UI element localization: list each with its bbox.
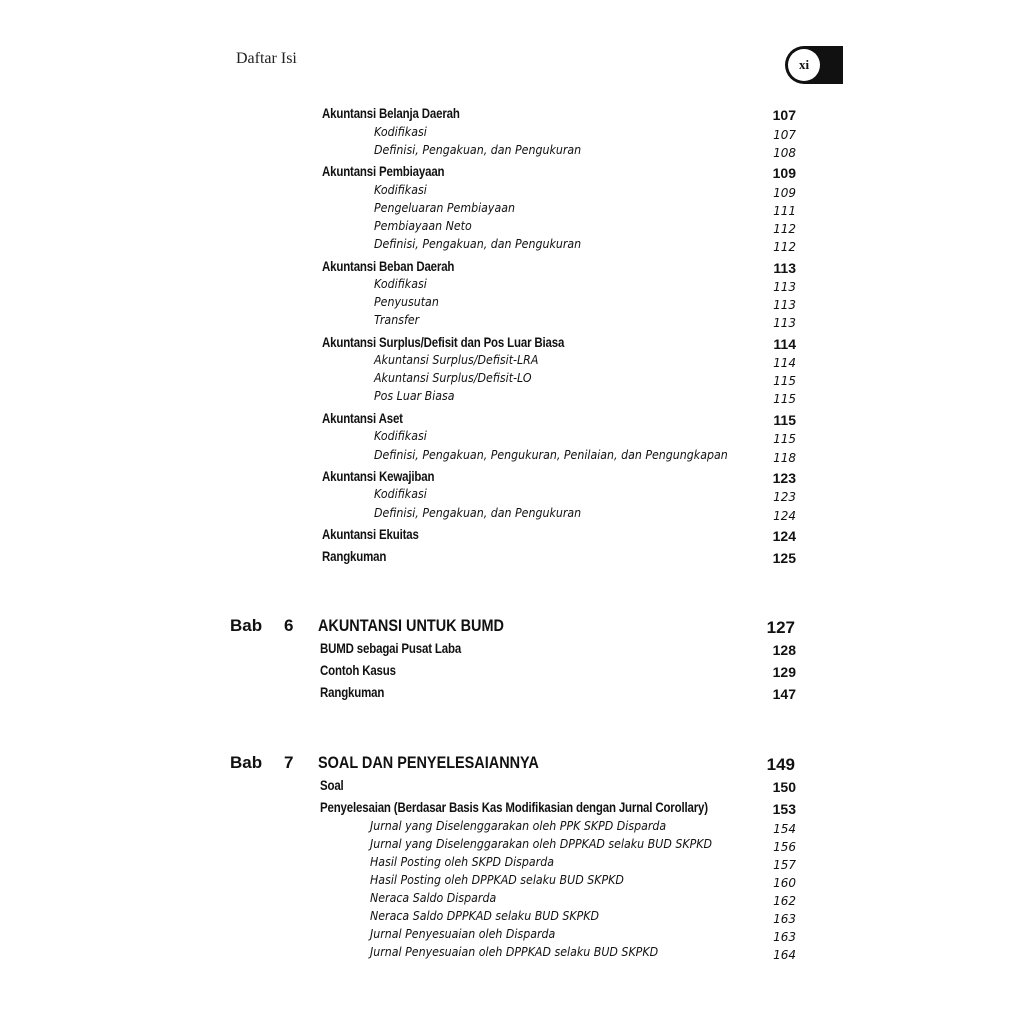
toc-page-number: 107 <box>772 107 796 123</box>
chapter-title: AKUNTANSI UNTUK BUMD <box>318 616 504 635</box>
toc-page-number: 109 <box>773 186 796 200</box>
toc-subentry: Kodifikasi <box>374 277 427 291</box>
toc-entry: Rangkuman <box>320 684 385 700</box>
toc-subentry: Transfer <box>374 313 420 327</box>
toc-subentry: Definisi, Pengakuan, Pengukuran, Penilaian, dan Pengungkapan <box>374 448 728 462</box>
toc-page-number: 123 <box>772 470 796 486</box>
toc-page-number: 124 <box>772 528 796 544</box>
chapter-label: Bab <box>230 616 263 635</box>
toc-page-number: 115 <box>773 432 796 446</box>
toc-subentry: Kodifikasi <box>374 429 427 443</box>
toc-page-number: 115 <box>773 374 796 388</box>
toc-entry: Akuntansi Pembiayaan <box>322 163 445 179</box>
toc-subentry: Pembiayaan Neto <box>374 219 472 233</box>
toc-page-number: 112 <box>773 222 796 236</box>
toc-subentry: Akuntansi Surplus/Defisit-LRA <box>374 353 539 367</box>
toc-entry: Rangkuman <box>322 548 387 564</box>
chapter-number: 6 <box>284 616 294 635</box>
toc-page-number: 147 <box>772 686 796 702</box>
toc-page-number: 163 <box>773 930 796 944</box>
toc-subentry: Kodifikasi <box>374 487 427 501</box>
toc-page-number: 108 <box>773 146 796 160</box>
toc-page-number: 115 <box>773 392 796 406</box>
header-title: Daftar Isi <box>236 50 297 67</box>
toc-page-number: 150 <box>772 779 796 795</box>
toc-page-number: 157 <box>773 858 796 872</box>
toc-page-number: 112 <box>773 240 796 254</box>
toc-subentry: Neraca Saldo Disparda <box>370 891 497 905</box>
chapter-number: 7 <box>284 753 294 772</box>
toc-entry: Akuntansi Kewajiban <box>322 468 435 484</box>
toc-page-number: 163 <box>773 912 796 926</box>
toc-entry: Akuntansi Ekuitas <box>322 526 419 542</box>
toc-page-number: 162 <box>773 894 796 908</box>
toc-subentry: Neraca Saldo DPPKAD selaku BUD SKPKD <box>370 909 600 923</box>
toc-page-number: 113 <box>773 298 796 312</box>
page-number: xi <box>788 49 820 81</box>
toc-subentry: Akuntansi Surplus/Defisit-LO <box>374 371 532 385</box>
toc-subentry: Jurnal yang Diselenggarakan oleh DPPKAD selaku BUD SKPKD <box>370 837 712 851</box>
toc-subentry: Pos Luar Biasa <box>374 389 455 403</box>
toc-page-number: 123 <box>773 490 796 504</box>
toc-page-number: 127 <box>766 618 795 637</box>
toc-entry: BUMD sebagai Pusat Laba <box>320 640 462 656</box>
toc-page-number: 114 <box>773 356 796 370</box>
toc-subentry: Penyusutan <box>374 295 439 309</box>
toc-page-number: 129 <box>772 664 796 680</box>
toc-page-number: 113 <box>773 260 796 276</box>
toc-subentry: Kodifikasi <box>374 183 427 197</box>
chapter-title: SOAL DAN PENYELESAIANNYA <box>318 753 539 772</box>
toc-subentry: Jurnal Penyesuaian oleh Disparda <box>370 927 556 941</box>
toc-subentry: Kodifikasi <box>374 125 427 139</box>
toc-page-number: 111 <box>773 204 796 218</box>
toc-entry: Akuntansi Beban Daerah <box>322 258 455 274</box>
chapter-label: Bab <box>230 753 263 772</box>
page-number-badge <box>785 46 843 84</box>
toc-entry: Contoh Kasus <box>320 662 396 678</box>
toc-entry: Soal <box>320 777 344 793</box>
toc-page-number: 164 <box>773 948 796 962</box>
toc-entry: Akuntansi Surplus/Defisit dan Pos Luar Biasa <box>322 334 565 350</box>
toc-entry: Akuntansi Belanja Daerah <box>322 105 460 121</box>
toc-subentry: Definisi, Pengakuan, dan Pengukuran <box>374 506 582 520</box>
toc-page-number: 128 <box>772 642 796 658</box>
toc-page-number: 118 <box>773 451 796 465</box>
toc-page-number: 125 <box>772 550 796 566</box>
toc-page-number: 107 <box>773 128 796 142</box>
toc-subentry: Pengeluaran Pembiayaan <box>374 201 516 215</box>
toc-page-number: 149 <box>766 755 795 774</box>
toc-page-number: 156 <box>773 840 796 854</box>
toc-subentry: Hasil Posting oleh DPPKAD selaku BUD SKPKD <box>370 873 624 887</box>
toc-subentry: Hasil Posting oleh SKPD Disparda <box>370 855 554 869</box>
toc-page-number: 113 <box>773 280 796 294</box>
toc-subentry: Definisi, Pengakuan, dan Pengukuran <box>374 237 582 251</box>
toc-entry: Akuntansi Aset <box>322 410 403 426</box>
toc-page-number: 153 <box>772 801 796 817</box>
toc-subentry: Jurnal yang Diselenggarakan oleh PPK SKPD Disparda <box>370 819 667 833</box>
toc-page-number: 114 <box>773 336 796 352</box>
toc-subentry: Jurnal Penyesuaian oleh DPPKAD selaku BUD SKPKD <box>370 945 659 959</box>
toc-page-number: 109 <box>772 165 796 181</box>
toc-page-number: 160 <box>773 876 796 890</box>
toc-page-number: 115 <box>773 412 796 428</box>
toc-entry: Penyelesaian (Berdasar Basis Kas Modifikasian dengan Jurnal Corollary) <box>320 799 708 815</box>
toc-page-number: 154 <box>773 822 796 836</box>
toc-subentry: Definisi, Pengakuan, dan Pengukuran <box>374 143 582 157</box>
toc-page-number: 124 <box>773 509 796 523</box>
toc-page-number: 113 <box>773 316 796 330</box>
